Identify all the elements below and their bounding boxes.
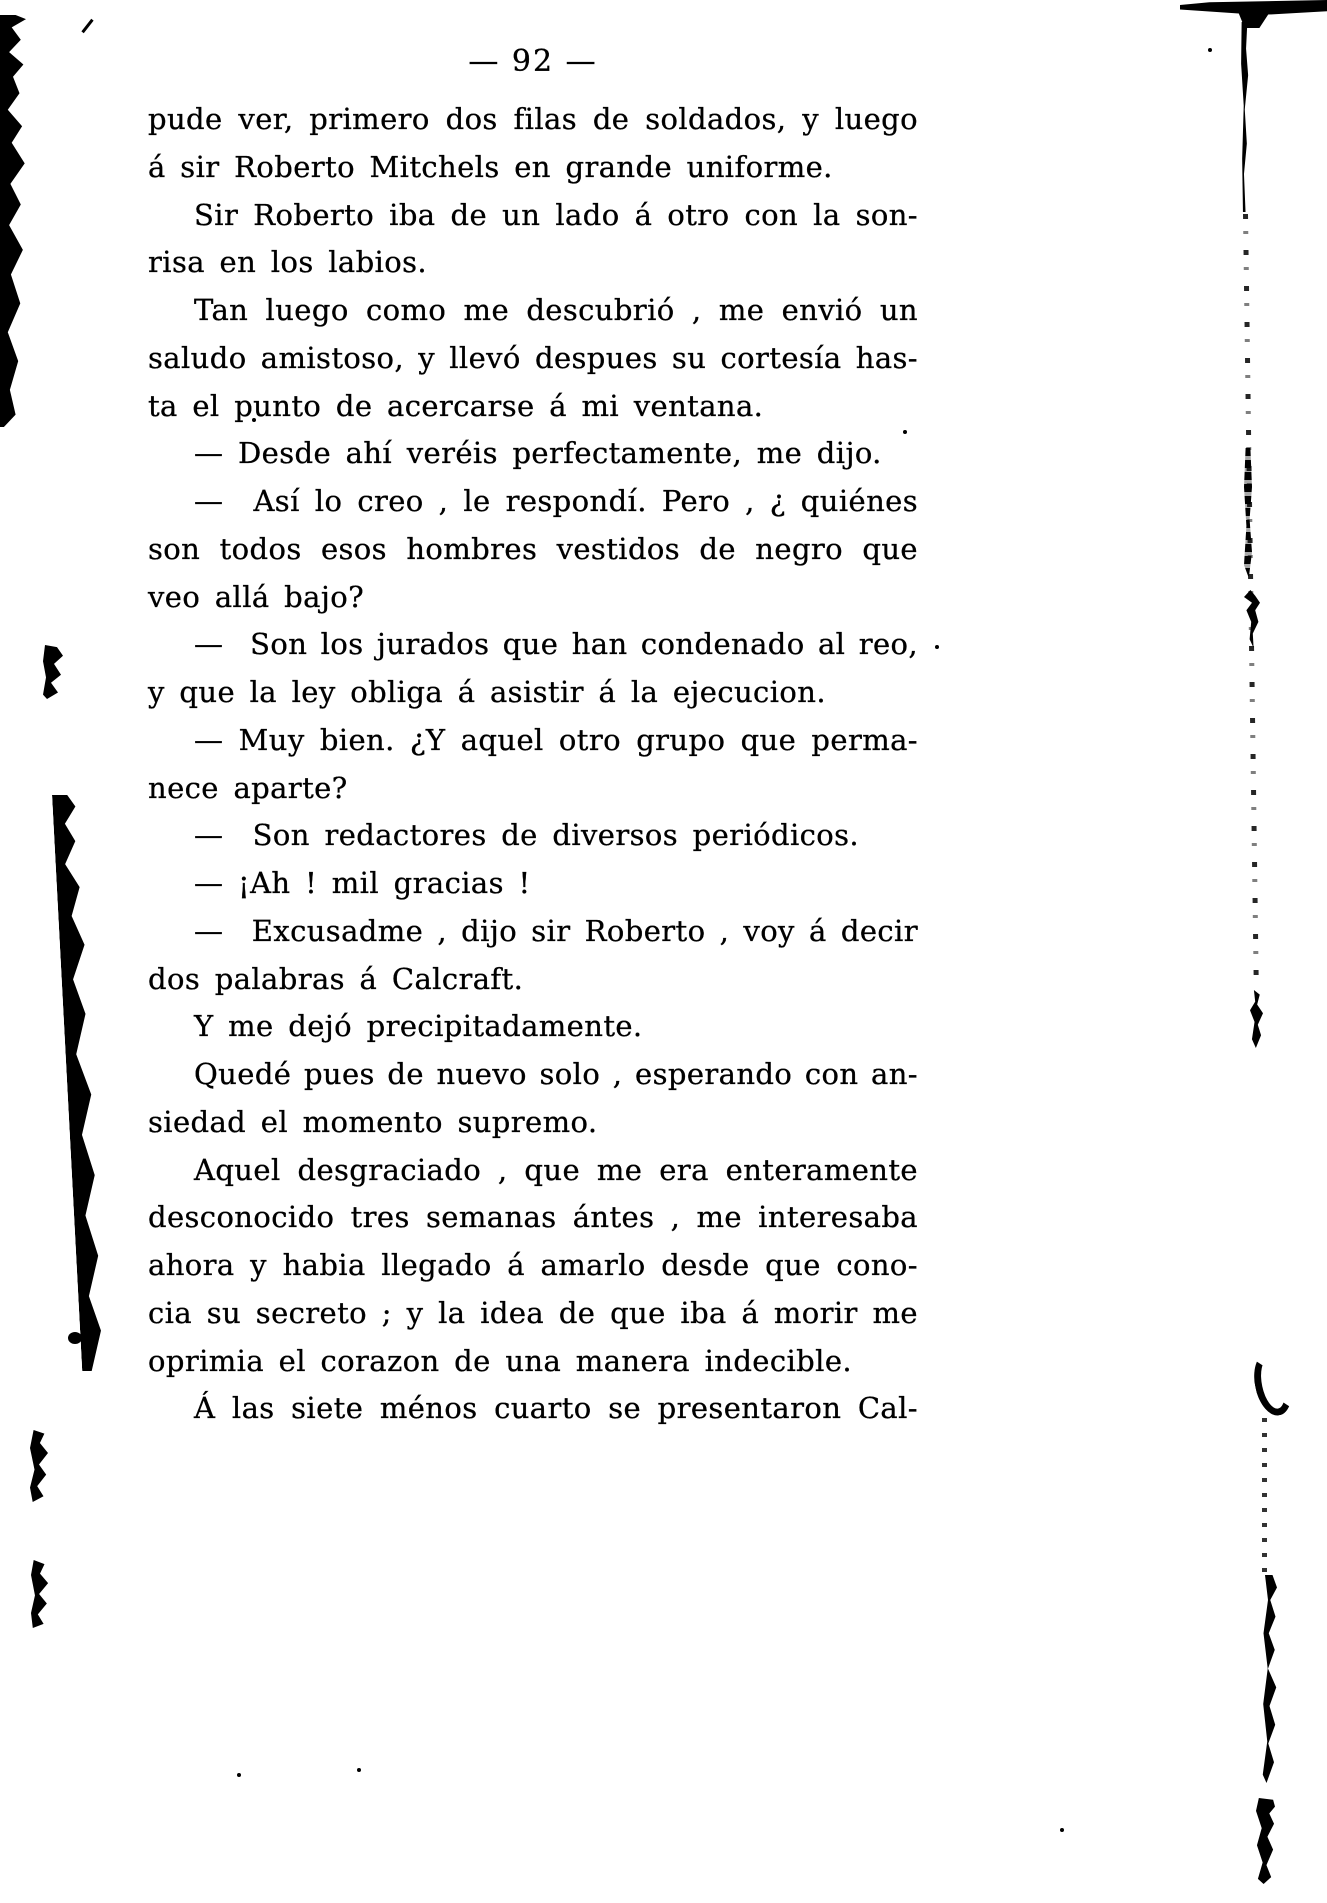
- text-line: cia su secreto ; y la idea de que iba á morir me: [148, 1295, 918, 1330]
- scan-artifact-gutter-streak: [1238, 22, 1251, 212]
- text-line: oprimia el corazon de una manera indecible.: [148, 1343, 853, 1378]
- text-line: ahora y habia llegado á amarlo desde que cono-: [148, 1248, 918, 1282]
- text-line: ta el punto de acercarse á mi ventana.: [148, 388, 764, 423]
- scan-artifact-left-binding-edge: [52, 795, 120, 1371]
- text-line: veo allá bajo?: [148, 579, 365, 614]
- scan-artifact-gutter-streak: [1262, 1418, 1267, 1578]
- scan-artifact-ink-blob: [1249, 1349, 1298, 1419]
- text-line: — Muy bien. ¿Y aquel otro grupo que perma-: [194, 722, 918, 757]
- scan-artifact-gutter-streak: [1262, 1575, 1277, 1783]
- text-line: risa en los labios.: [148, 245, 427, 280]
- scan-artifact-tick: [81, 19, 93, 33]
- text-line: Á las siete ménos cuarto se presentaron Cal-: [194, 1391, 918, 1426]
- scan-artifact-ink-blob: [1256, 1798, 1275, 1884]
- scan-artifact-ink-blob: [1244, 590, 1260, 648]
- text-line: — Son los jurados que han condenado al reo,: [194, 627, 918, 662]
- text-line: dos palabras á Calcraft.: [148, 961, 524, 996]
- text-line: pude ver, primero dos filas de soldados, y luego: [148, 102, 918, 136]
- text-line: Aquel desgraciado , que me era enteramente: [194, 1152, 918, 1187]
- text-line: — ¡Ah ! mil gracias !: [194, 866, 531, 900]
- scan-artifact-ink-blob: [1250, 990, 1263, 1048]
- text-line: Tan luego como me descubrió , me envió un: [194, 293, 918, 327]
- text-line: — Así lo creo , le respondí. Pero , ¿ quiénes: [194, 484, 918, 518]
- text-line: Sir Roberto iba de un lado á otro con la son-: [194, 197, 918, 232]
- text-line: son todos esos hombres vestidos de negro que: [148, 531, 918, 566]
- scan-artifact-specks: [0, 0, 4, 4]
- text-line: siedad el momento supremo.: [148, 1104, 598, 1139]
- text-block: [148, 96, 918, 1433]
- scan-artifact-corner-wedge: [1180, 0, 1327, 28]
- text-line: á sir Roberto Mitchels en grande uniforme.: [148, 149, 833, 184]
- scan-artifact-left-patch: [31, 1560, 49, 1628]
- text-line: y que la ley obliga á asistir á la ejecucion.: [148, 675, 826, 709]
- scan-artifact-ink-dot: [68, 1332, 82, 1344]
- scan-artifact-left-binding-edge: [0, 15, 26, 427]
- scan-artifact-left-patch: [30, 1430, 48, 1502]
- text-line: desconocido tres semanas ántes , me interesaba: [148, 1200, 918, 1235]
- text-line: saludo amistoso, y llevó despues su cortesía has-: [148, 340, 918, 375]
- text-line: — Son redactores de diversos periódicos.: [194, 818, 860, 853]
- text-line: Quedé pues de nuevo solo , esperando con an-: [194, 1057, 918, 1091]
- text-line: — Desde ahí veréis perfectamente, me dijo.: [194, 436, 882, 471]
- text-line: — Excusadme , dijo sir Roberto , voy á decir: [194, 913, 918, 948]
- scan-artifact-left-patch: [43, 645, 63, 699]
- text-line: Y me dejó precipitadamente.: [194, 1009, 643, 1044]
- page-number: — 92 —: [468, 44, 598, 79]
- text-line: nece aparte?: [148, 770, 348, 805]
